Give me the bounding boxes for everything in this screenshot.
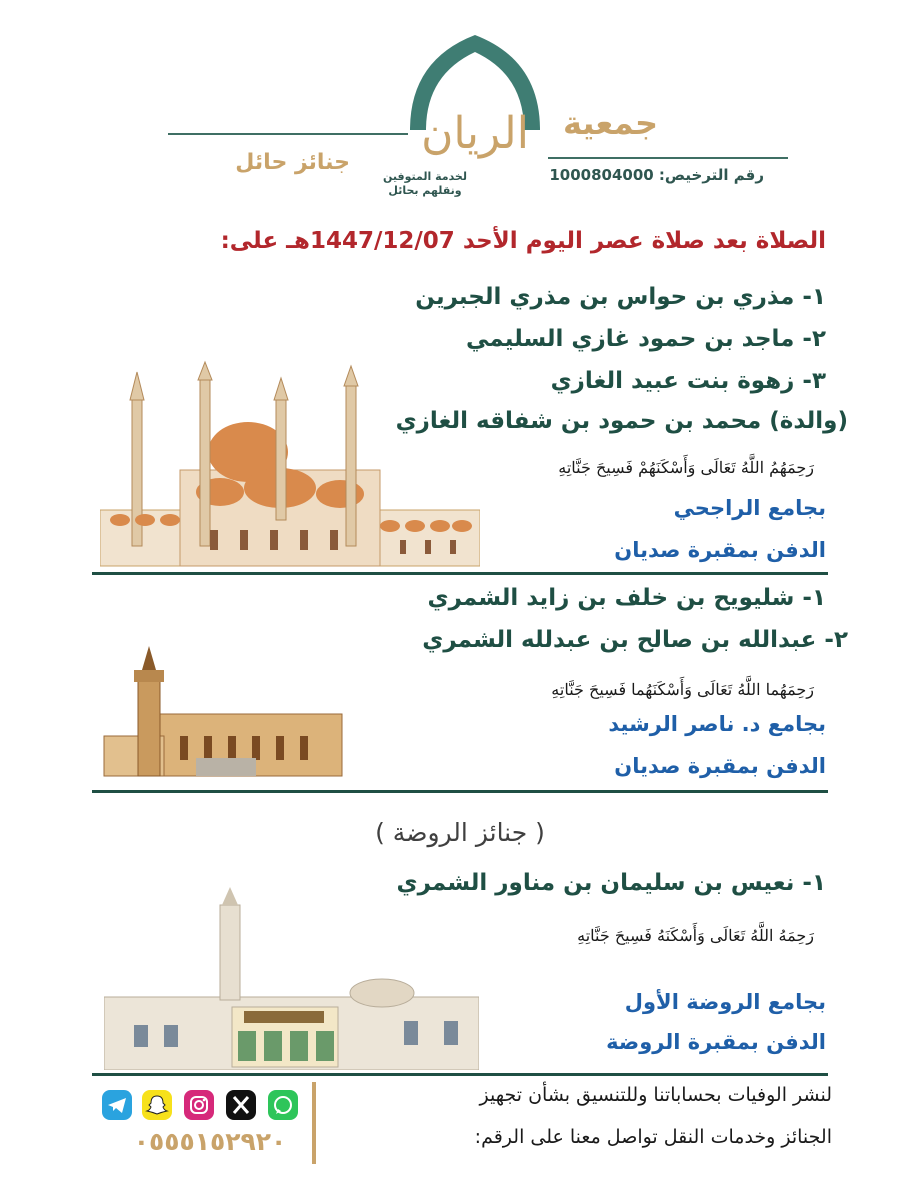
prayer-dua: رَحِمَهُما اللَّهُ تَعَالَى وَأَسْكَنَهُما فَسِيحَ جَنَّاتِهِ xyxy=(551,680,814,699)
burial-place: الدفن بمقبرة صديان xyxy=(614,754,826,778)
snapchat-icon[interactable] xyxy=(142,1090,172,1120)
mosque-illustration xyxy=(100,640,345,780)
prayer-dua: رَحِمَهُمُ اللَّهُ تَعَالَى وَأَسْكَنَهُمْ فَسِيحَ جَنَّاتِهِ xyxy=(558,458,814,477)
section-title: ( جنائز الروضة ) xyxy=(375,818,545,847)
deceased-name: ١- نعيس بن سليمان بن مناور الشمري xyxy=(396,870,826,896)
deceased-name: ٢- عبدالله بن صالح بن عبدلله الشمري xyxy=(422,627,848,653)
logo-wordmark: الريان xyxy=(421,108,529,159)
deceased-name: ٢- ماجد بن حمود غازي السليمي xyxy=(466,326,826,352)
branch-name: جنائز حائل xyxy=(235,150,350,175)
header-rule-right xyxy=(548,157,788,159)
footer-contact-line-1: لنشر الوفيات بحساباتنا وللتنسيق بشأن تجهيز xyxy=(479,1084,832,1106)
footer-accent-bar xyxy=(312,1082,316,1164)
section-divider xyxy=(92,572,828,575)
mosque-name: بجامع د. ناصر الرشيد xyxy=(608,712,826,736)
prayer-dua: رَحِمَهُ اللَّهُ تَعَالَى وَأَسْكَنَهُ فَسِيحَ جَنَّاتِهِ xyxy=(577,926,814,945)
prayer-headline: الصلاة بعد صلاة عصر اليوم الأحد 1447/12/07هـ على: xyxy=(220,228,826,254)
deceased-name: ١- مذري بن حواس بن مذري الجبرين xyxy=(415,284,826,310)
logo-tagline-1: لخدمة المتوفين xyxy=(383,170,467,183)
telegram-icon[interactable] xyxy=(102,1090,132,1120)
whatsapp-icon[interactable] xyxy=(268,1090,298,1120)
org-name: جمعية xyxy=(562,104,658,142)
footer-contact-line-2: الجنائز وخدمات النقل تواصل معنا على الرقم: xyxy=(474,1126,832,1148)
mosque-illustration xyxy=(104,885,479,1070)
mosque-name: بجامع الروضة الأول xyxy=(624,990,826,1014)
contact-phone-number[interactable]: ٠٥٥٥١٥٢٩٢٠ xyxy=(133,1127,287,1156)
logo-arch xyxy=(400,30,550,180)
burial-place: الدفن بمقبرة صديان xyxy=(614,538,826,562)
logo-tagline-2: ونقلهم بحائل xyxy=(388,184,462,197)
instagram-icon[interactable] xyxy=(184,1090,214,1120)
deceased-name: ١- شليويح بن خلف بن زايد الشمري xyxy=(427,585,826,611)
section-divider xyxy=(92,1073,828,1076)
deceased-name: ٣- زهوة بنت عبيد الغازي xyxy=(550,368,826,394)
header-rule-left xyxy=(168,133,408,135)
section-divider xyxy=(92,790,828,793)
x-icon[interactable] xyxy=(226,1090,256,1120)
mosque-name: بجامع الراجحي xyxy=(673,496,826,520)
mosque-illustration xyxy=(100,360,480,570)
license-number: رقم الترخيص: 1000804000 xyxy=(549,166,764,184)
deceased-name: (والدة) محمد بن حمود بن شفاقه الغازي xyxy=(395,408,848,434)
burial-place: الدفن بمقبرة الروضة xyxy=(606,1030,826,1054)
